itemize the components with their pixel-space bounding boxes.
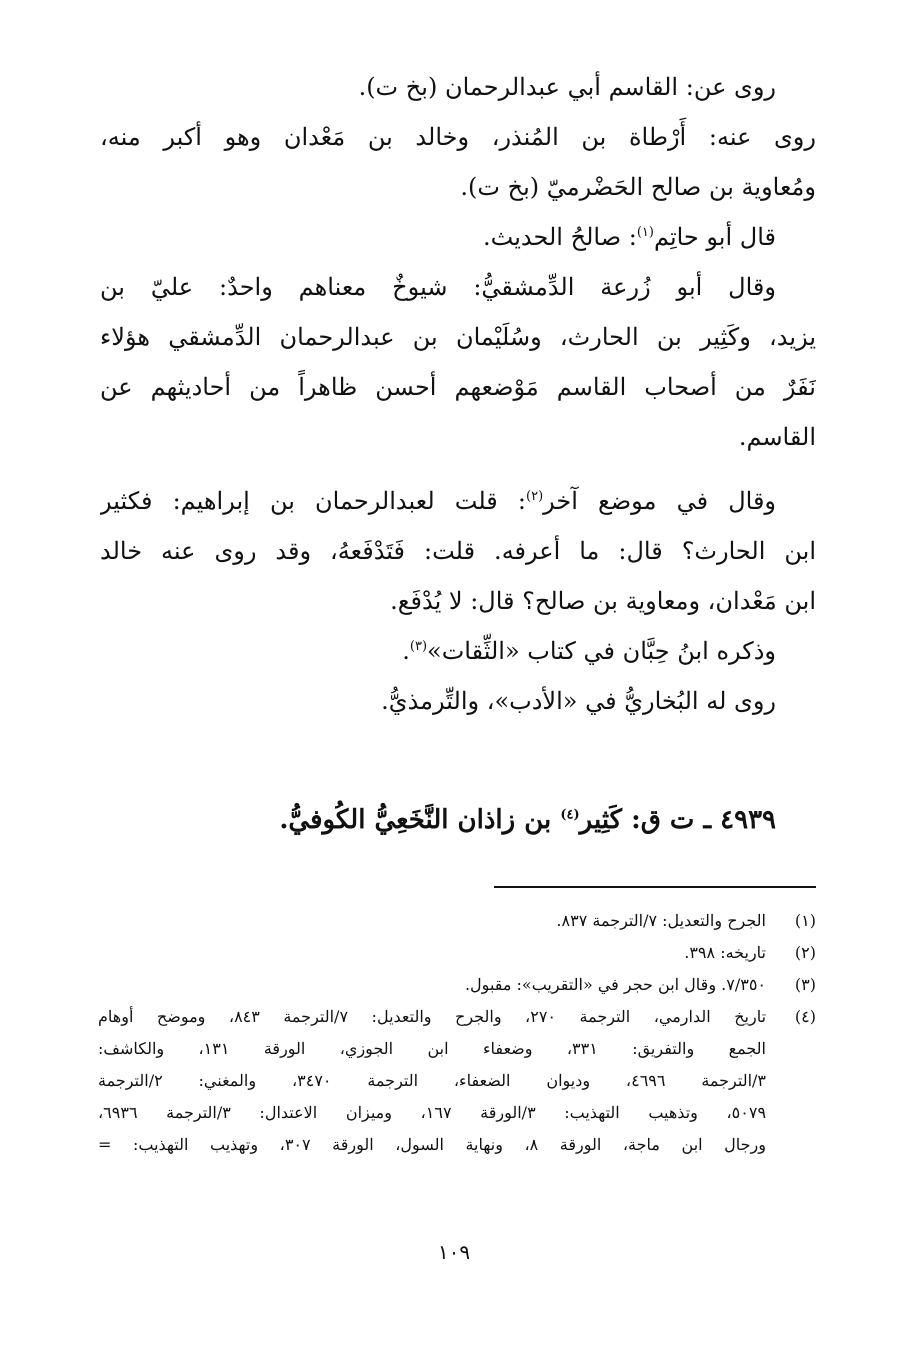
line-text: وقال في موضع آخر [543, 487, 777, 515]
footnote-number: (١) [794, 911, 816, 930]
line-text: . [402, 637, 410, 665]
line-nafar [100, 362, 816, 412]
footnote-1 [98, 905, 816, 937]
line-qasim [100, 412, 816, 462]
page-number: ١٠٩ [437, 1240, 471, 1264]
line-ibn-hibban [100, 626, 816, 676]
line-text: : صالحُ الحديث. [483, 223, 637, 251]
footnote-3 [98, 969, 816, 1001]
line-ibn-madan [100, 576, 816, 626]
line-text: القاسم. [738, 423, 816, 451]
line-mawdi-akhar [100, 476, 816, 526]
line-rawa-anhu [100, 112, 816, 162]
line-muawiya [100, 162, 816, 212]
entry-heading-4939 [100, 795, 816, 845]
entry-text [279, 805, 816, 835]
line-text: نَفَرٌ من أصحاب القاسم مَوْضعهم أحسن ظاهراً من أحاديثهم عن [100, 373, 816, 401]
footnote-ref-2: (٢) [526, 489, 544, 504]
footnote-line: تاريخه: ٣٩٨. [684, 943, 766, 962]
line-text: : قلت لعبدالرحمان بن إبراهيم: فكثير [100, 487, 526, 515]
entry-number-and-name: ٤٩٣٩ ـ ت ق: كَثِير [579, 805, 776, 835]
line-text: ابن مَعْدان، ومعاوية بن صالح؟ قال: لا يُدْفَع. [390, 587, 816, 615]
footnote-line: الجرح والتعديل: ٧/الترجمة ٨٣٧. [556, 911, 766, 930]
line-text: ابن الحارث؟ قال: ما أعرفه. قلت: فَتَدْفَعهُ، وقد روى عنه خالد [100, 537, 816, 565]
entry-name-rest: بن زاذان النَّخَعِيُّ الكُوفيُّ. [279, 805, 561, 835]
line-yazid [100, 312, 816, 362]
footnote-line: ورجال ابن ماجة، الورقة ٨، ونهاية السول، الورقة ٣٠٧، وتهذيب التهذيب: = [98, 1135, 766, 1154]
footnote-number: (٤) [794, 1007, 816, 1026]
footnote-text [98, 969, 766, 1001]
footnote-line: ٥٠٧٩، وتذهيب التهذيب: ٣/الورقة ١٦٧، وميزان الاعتدال: ٣/الترجمة ٦٩٣٦، [98, 1103, 766, 1122]
paragraph-gap [100, 462, 816, 476]
footnote-text [98, 1001, 766, 1161]
main-text [100, 62, 816, 726]
line-text: وقال أبو زُرعة الدِّمشقيُّ: شيوخٌ معناهم واحدٌ: عليّ بن [100, 273, 776, 301]
footnotes [98, 905, 816, 1161]
line-bukhari [100, 676, 816, 726]
footnote-separator [494, 886, 816, 888]
footnote-line: ٧/٣٥٠. وقال ابن حجر في «التقريب»: مقبول. [464, 975, 766, 994]
line-text: روى عنه: أَرْطاة بن المُنذر، وخالد بن مَعْدان وهو أكبر منه، [100, 123, 816, 151]
line-text: روى له البُخاريُّ في «الأدب»، والتِّرمذيُّ. [381, 687, 776, 715]
line-text: يزيد، وكَثِير بن الحارث، وسُلَيْمان بن عبدالرحمان الدِّمشقي هؤلاء [100, 323, 816, 351]
line-text: ومُعاوية بن صالح الحَضْرميّ (بخ ت). [460, 173, 816, 201]
footnote-ref-4: (٤) [560, 807, 580, 823]
line-abu-zura [100, 262, 816, 312]
footnote-number: (٢) [794, 943, 816, 962]
line-text: قال أبو حاتِم [653, 223, 776, 251]
line-text: وذكره ابنُ حِبَّان في كتاب «الثِّقات» [427, 637, 776, 665]
footnote-line: الجمع والتفريق: ٣٣١، وضعفاء ابن الجوزي، الورقة ١٣١، والكاشف: [98, 1039, 766, 1058]
footnote-ref-1: (١) [636, 225, 654, 240]
footnote-4 [98, 1001, 816, 1161]
footnote-text [98, 937, 766, 969]
footnote-text [98, 905, 766, 937]
footnote-2 [98, 937, 816, 969]
line-ibn-harith [100, 526, 816, 576]
footnote-number: (٣) [794, 975, 816, 994]
line-rawa-an [100, 62, 816, 112]
footnote-ref-3: (٣) [409, 639, 428, 654]
line-abu-hatim [100, 212, 816, 262]
footnote-line: تاريخ الدارمي، الترجمة ٢٧٠، والجرح والتعديل: ٧/الترجمة ٨٤٣، وموضح أوهام [98, 1007, 766, 1026]
line-text: روى عن: القاسم أبي عبدالرحمان (بخ ت). [358, 73, 776, 101]
footnote-line: ٣/الترجمة ٤٦٩٦، وديوان الضعفاء، الترجمة ٣٤٧٠، والمغني: ٢/الترجمة [98, 1071, 766, 1090]
